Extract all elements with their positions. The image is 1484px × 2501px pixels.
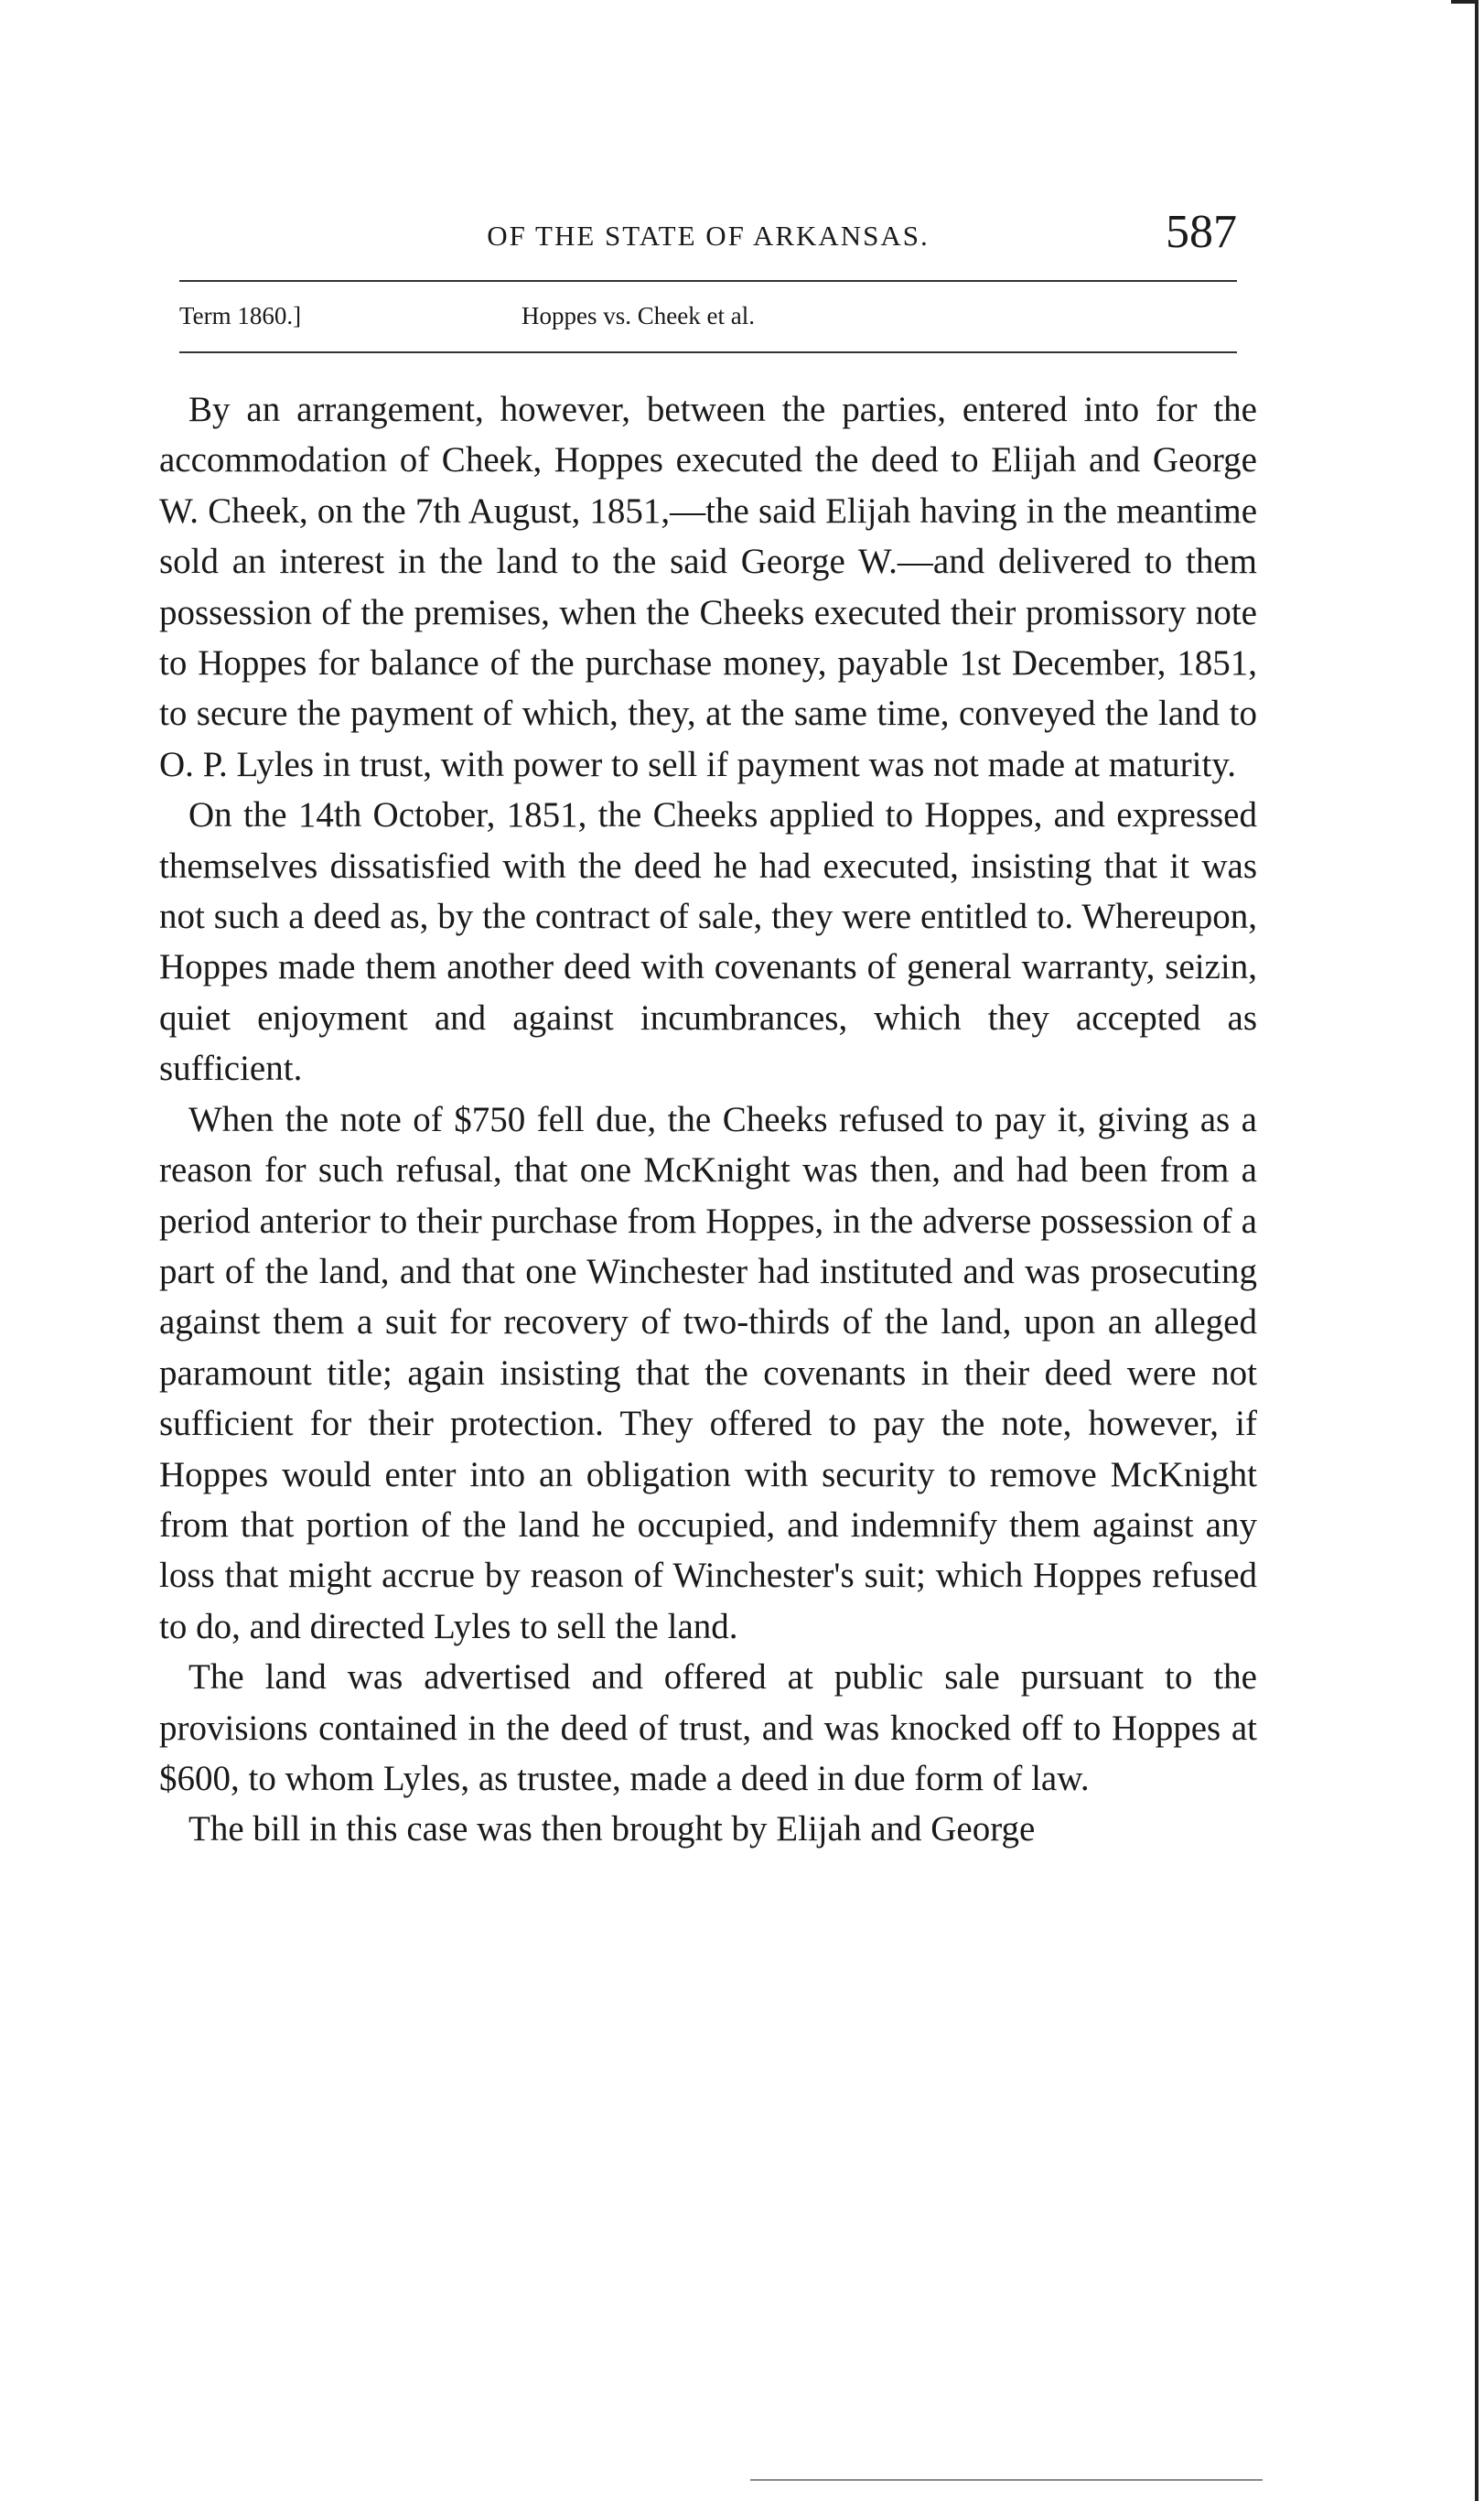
paragraph: On the 14th October, 1851, the Cheeks applied to Hoppes, and expressed themselves dissatisfied with the deed he had executed, insisting that it was not such a deed as, by the contract of sale, they were entitled to. Whereupon, Hoppes made them another deed with covenants of general warranty, seizin, quiet enjoyment and against incumbrances, which they accepted as sufficient. (159, 795, 1257, 1089)
page-number: 587 (1166, 206, 1237, 258)
running-title: OF THE STATE OF ARKANSAS. (487, 220, 930, 252)
term-label: Term 1860.] (179, 302, 302, 329)
header-rule (179, 280, 1237, 282)
paragraph: The bill in this case was then brought by Elijah and George (188, 1809, 1036, 1849)
paragraph: By an arrangement, however, between the parties, entered into for the accommodation of Cheek, Hoppes executed the deed to Elijah and George W. Cheek, on the 7th August, 1851,—the said Elijah having in the meantime sold an interest in the land to the said George W.—and delivered to them possession of the premises, when the Cheeks executed their promissory note to Hoppes for balance of the purchase money, payable 1st December, 1851, to secure the payment of which, they, at the same time, conveyed the land to O. P. Lyles in trust, with power to sell if payment was not made at maturity. (159, 390, 1257, 784)
scan-edge (1475, 0, 1479, 2501)
paragraph: The land was advertised and offered at public sale pursuant to the provisions contained in the deed of trust, and was knocked off to Hoppes at $600, to whom Lyles, as trustee, made a deed in due form of law. (159, 1657, 1257, 1798)
term-line (179, 296, 1237, 337)
scan-edge-corner (1451, 0, 1479, 4)
case-title: Hoppes vs. Cheek et al. (522, 302, 755, 329)
body-text (159, 384, 1257, 1855)
paragraph: When the note of $750 fell due, the Cheeks refused to pay it, giving as a reason for such refusal, that one McKnight was then, and had been from a period anterior to their purchase from Hoppes, in the adverse possession of a part of the land, and that one Winchester had instituted and was prosecuting against them a suit for recovery of two-thirds of the land, upon an alleged paramount title; again insisting that the covenants in their deed were not sufficient for their protection. They offered to pay the note, however, if Hoppes would enter into an obligation with security to remove McKnight from that portion of the land he occupied, and indemnify them against any loss that might accrue by reason of Winchester's suit; which Hoppes refused to do, and directed Lyles to sell the land. (159, 1099, 1257, 1646)
subheader-rule (179, 351, 1237, 353)
footer-rule (750, 2479, 1263, 2481)
running-head (179, 205, 1237, 269)
